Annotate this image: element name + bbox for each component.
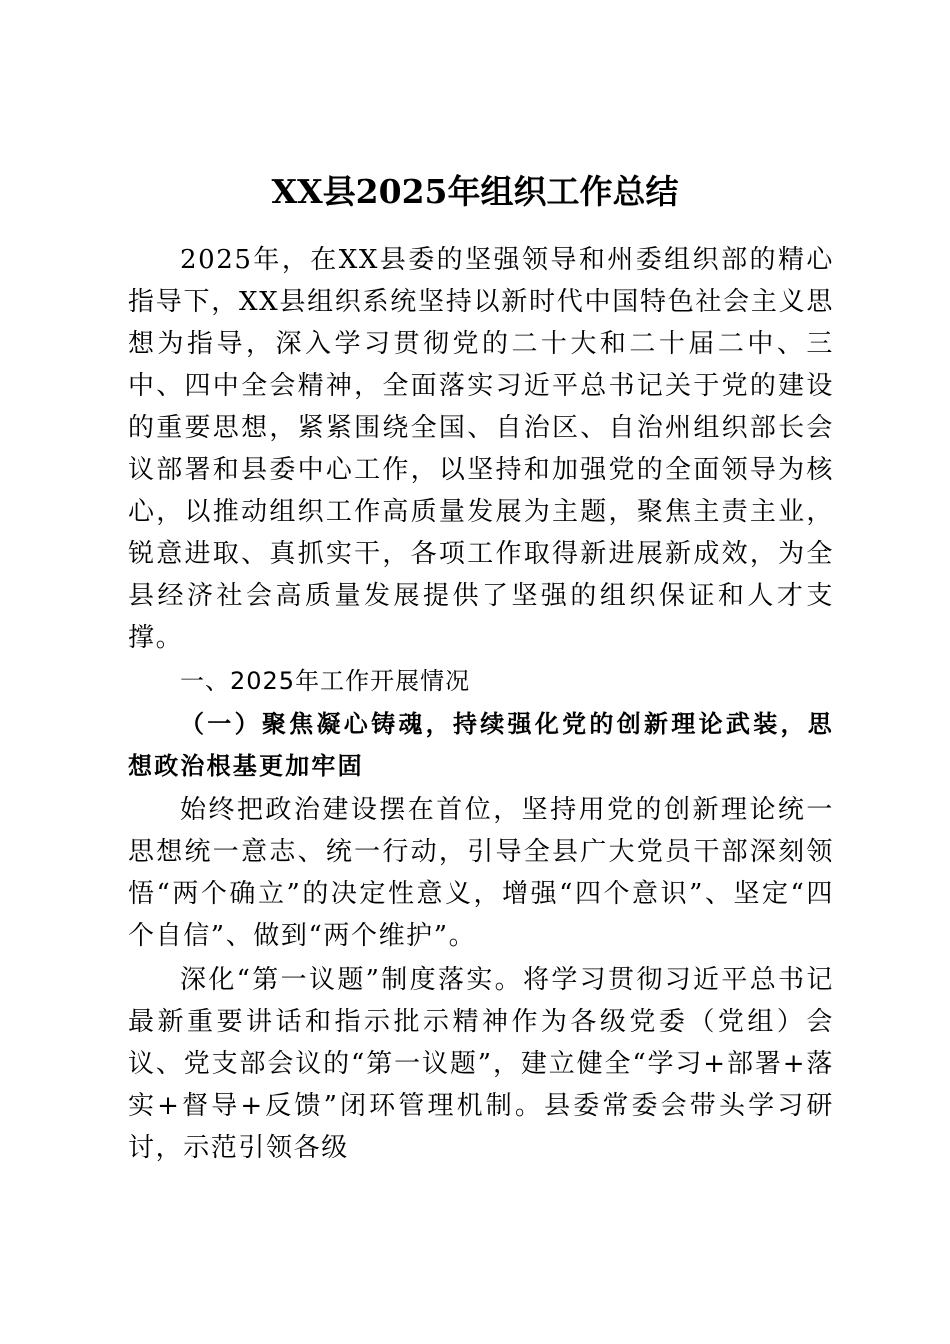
section-heading: 一、2025年工作开展情况 [180, 667, 471, 695]
body-paragraph-1: 始终把政治建设摆在首位，坚持用党的创新理论统一思想统一意志、统一行动，引导全县广大党员干部深刻领悟“两个确立”的决定性意义，增强“四个意识”、坚定“四个自信”、做到“两个维护”。 [128, 795, 834, 951]
body-paragraph-2: 深化“第一议题”制度落实。将学习贯彻习近平总书记最新重要讲话和指示批示精神作为各级党委（党组）会议、党支部会议的“第一议题”，建立健全“学习+部署+落实+督导+反馈”闭环管理机制。县委常委会带头学习研讨，示范引领各级 [128, 965, 834, 1163]
intro-paragraph: 2025年，在XX县委的坚强领导和州委组织部的精心指导下，XX县组织系统坚持以新时代中国特色社会主义思想为指导，深入学习贯彻党的二十大和二十届二中、三中、四中全会精神，全面落实习近平总书记关于党的建设的重要思想，紧紧围绕全国、自治区、自治州组织部长会议部署和县委中心工作，以坚持和加强党的全面领导为核心，以推动组织工作高质量发展为主题，聚焦主责主业，锐意进取、真抓实干，各项工作取得新进展新成效，为全县经济社会高质量发展提供了坚强的组织保证和人才支撑。 [128, 245, 834, 653]
document-body [128, 239, 834, 1169]
document-title: XX县2025年组织工作总结 [271, 172, 679, 211]
subsection-heading: （一）聚焦凝心铸魂，持续强化党的创新理论武装，思想政治根基更加牢固 [128, 710, 834, 780]
